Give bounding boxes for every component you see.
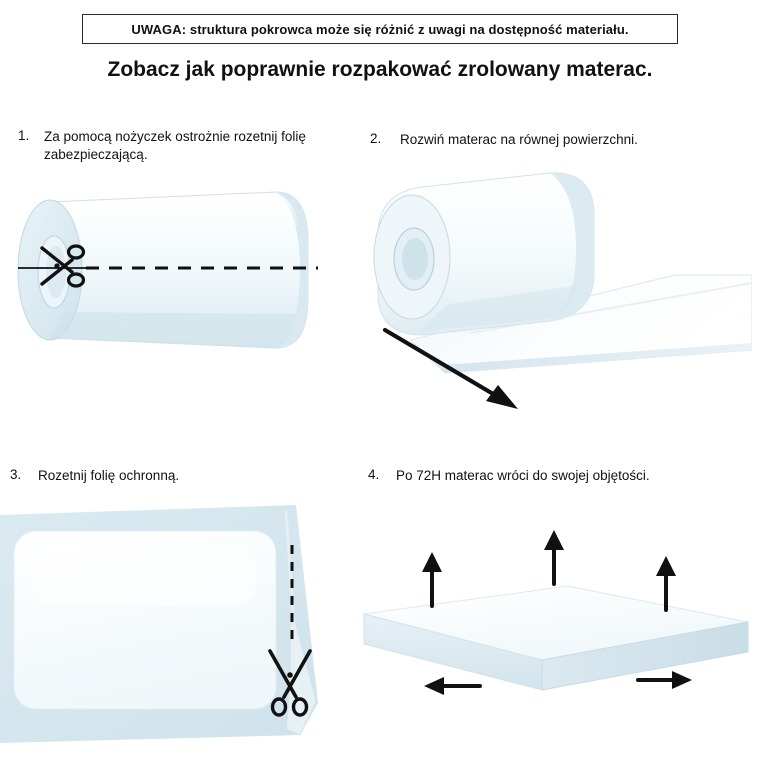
step-1-label: Za pomocą nożyczek ostrożnie rozetnij folię zabezpieczającą. [44,129,306,163]
step-4-illustration [350,530,752,750]
step-3-illustration [0,505,340,755]
arrow-up-icon [422,552,442,606]
step-1-number: 1. [18,128,30,143]
unrolling-mattress-icon [374,173,752,373]
notice-banner [82,14,678,44]
step-4-label: Po 72H materac wróci do swojej objętości. [396,468,650,483]
arrow-up-icon [656,556,676,610]
step-2-number: 2. [370,131,382,146]
page-title: Zobacz jak poprawnie rozpakować zrolowany materac. [107,58,653,81]
step-2-illustration [350,165,752,430]
step-1-illustration [8,180,338,395]
notice-text: UWAGA: struktura pokrowca może się różnić z uwagi na dostępność materiału. [131,21,629,37]
step-4-number: 4. [368,467,380,482]
step-3-label: Rozetnij folię ochronną. [38,468,180,483]
step-3-number: 3. [10,467,22,482]
arrow-up-icon [544,530,564,584]
step-2-label: Rozwiń materac na równej powierzchni. [400,132,638,147]
flat-mattress-in-foil-icon [0,505,318,743]
mattress-slab-icon [364,586,748,690]
arrow-left-icon [424,677,480,695]
arrow-right-icon [638,671,692,689]
